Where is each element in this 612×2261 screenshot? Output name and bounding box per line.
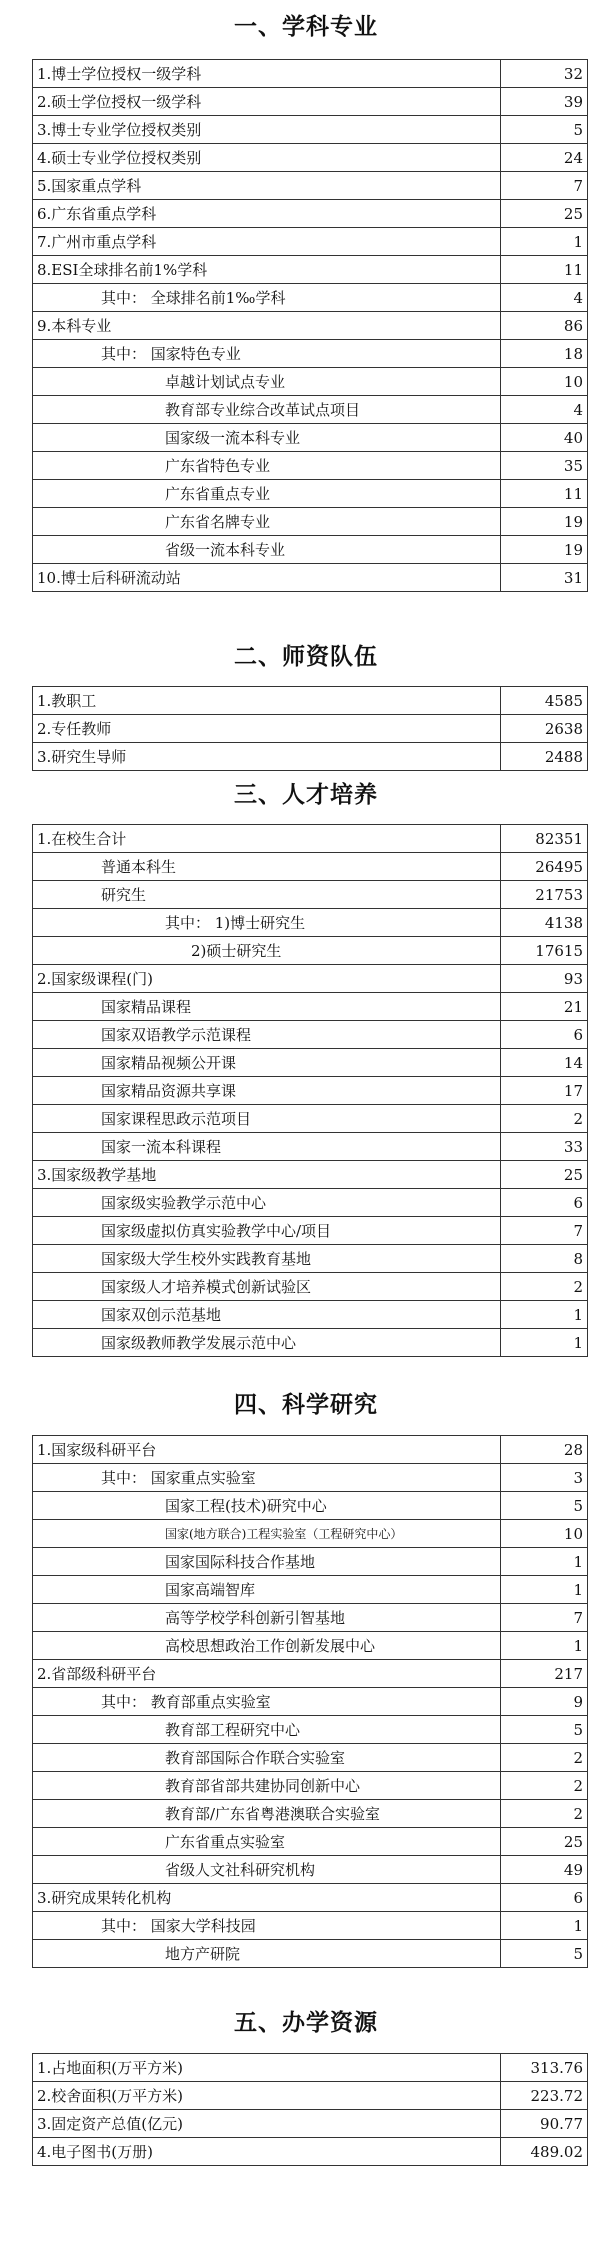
table-row bbox=[33, 368, 588, 396]
table-row bbox=[33, 60, 588, 88]
row-value: 39 bbox=[501, 88, 588, 116]
row-value: 4138 bbox=[501, 909, 588, 937]
table-row bbox=[33, 1800, 588, 1828]
row-value: 90.77 bbox=[501, 2110, 588, 2138]
row-value: 2 bbox=[501, 1105, 588, 1133]
table-row bbox=[33, 1772, 588, 1800]
row-label: 3.国家级教学基地 bbox=[33, 1161, 501, 1189]
row-label: 教育部/广东省粤港澳联合实验室 bbox=[33, 1800, 501, 1828]
row-value: 1 bbox=[501, 1912, 588, 1940]
row-value: 2 bbox=[501, 1772, 588, 1800]
row-value: 1 bbox=[501, 1329, 588, 1357]
row-label: 3.研究生导师 bbox=[33, 743, 501, 771]
row-label: 高等学校学科创新引智基地 bbox=[33, 1604, 501, 1632]
row-label: 4.硕士专业学位授权类别 bbox=[33, 144, 501, 172]
table-row bbox=[33, 825, 588, 853]
row-label: 其中： 国家大学科技园 bbox=[33, 1912, 501, 1940]
table-row bbox=[33, 424, 588, 452]
row-label: 国家精品课程 bbox=[33, 993, 501, 1021]
row-label: 国家级大学生校外实践教育基地 bbox=[33, 1245, 501, 1273]
table-row bbox=[33, 88, 588, 116]
row-label: 10.博士后科研流动站 bbox=[33, 564, 501, 592]
table-row bbox=[33, 312, 588, 340]
table-row bbox=[33, 284, 588, 312]
row-value: 1 bbox=[501, 1548, 588, 1576]
row-label: 国家双创示范基地 bbox=[33, 1301, 501, 1329]
row-label: 地方产研院 bbox=[33, 1940, 501, 1968]
table-row bbox=[33, 1436, 588, 1464]
row-value: 18 bbox=[501, 340, 588, 368]
row-value: 5 bbox=[501, 116, 588, 144]
row-value: 10 bbox=[501, 1520, 588, 1548]
stats-table-subjects bbox=[32, 59, 588, 592]
table-row bbox=[33, 1492, 588, 1520]
row-value: 35 bbox=[501, 452, 588, 480]
section-title-talent-training: 三、人才培养 bbox=[234, 782, 378, 808]
stats-table-talent-training bbox=[32, 824, 588, 1357]
table-row bbox=[33, 881, 588, 909]
row-value: 3 bbox=[501, 1464, 588, 1492]
row-label: 国家级虚拟仿真实验教学中心/项目 bbox=[33, 1217, 501, 1245]
table-row bbox=[33, 1077, 588, 1105]
row-value: 14 bbox=[501, 1049, 588, 1077]
row-value: 25 bbox=[501, 1828, 588, 1856]
row-value: 26495 bbox=[501, 853, 588, 881]
row-value: 1 bbox=[501, 228, 588, 256]
row-value: 49 bbox=[501, 1856, 588, 1884]
row-value: 7 bbox=[501, 1217, 588, 1245]
table-row bbox=[33, 965, 588, 993]
table-row bbox=[33, 1273, 588, 1301]
row-value: 489.02 bbox=[501, 2138, 588, 2166]
table-row bbox=[33, 1856, 588, 1884]
row-label: 其中： 国家重点实验室 bbox=[33, 1464, 501, 1492]
row-value: 82351 bbox=[501, 825, 588, 853]
table-row bbox=[33, 1884, 588, 1912]
table-row bbox=[33, 1049, 588, 1077]
row-value: 10 bbox=[501, 368, 588, 396]
row-value: 11 bbox=[501, 480, 588, 508]
row-value: 223.72 bbox=[501, 2082, 588, 2110]
row-label: 1.在校生合计 bbox=[33, 825, 501, 853]
table-row bbox=[33, 340, 588, 368]
row-value: 19 bbox=[501, 508, 588, 536]
row-value: 40 bbox=[501, 424, 588, 452]
row-value: 6 bbox=[501, 1021, 588, 1049]
table-row bbox=[33, 228, 588, 256]
row-value: 86 bbox=[501, 312, 588, 340]
table-row bbox=[33, 1161, 588, 1189]
table-row bbox=[33, 1660, 588, 1688]
row-value: 17 bbox=[501, 1077, 588, 1105]
table-row bbox=[33, 1189, 588, 1217]
row-label: 国家级实验教学示范中心 bbox=[33, 1189, 501, 1217]
row-value: 1 bbox=[501, 1576, 588, 1604]
row-value: 21753 bbox=[501, 881, 588, 909]
table-row bbox=[33, 1245, 588, 1273]
row-value: 8 bbox=[501, 1245, 588, 1273]
row-label: 国家精品视频公开课 bbox=[33, 1049, 501, 1077]
table-row bbox=[33, 256, 588, 284]
table-row bbox=[33, 116, 588, 144]
row-value: 1 bbox=[501, 1632, 588, 1660]
row-label: 广东省重点专业 bbox=[33, 480, 501, 508]
row-label: 高校思想政治工作创新发展中心 bbox=[33, 1632, 501, 1660]
row-value: 21 bbox=[501, 993, 588, 1021]
row-value: 2 bbox=[501, 1273, 588, 1301]
table-row bbox=[33, 1716, 588, 1744]
table-row bbox=[33, 1217, 588, 1245]
row-label: 教育部省部共建协同创新中心 bbox=[33, 1772, 501, 1800]
row-value: 7 bbox=[501, 172, 588, 200]
row-label: 广东省名牌专业 bbox=[33, 508, 501, 536]
table-row bbox=[33, 172, 588, 200]
row-value: 2638 bbox=[501, 715, 588, 743]
row-label: 其中： 全球排名前1‰学科 bbox=[33, 284, 501, 312]
row-label: 2.专任教师 bbox=[33, 715, 501, 743]
row-label: 2.硕士学位授权一级学科 bbox=[33, 88, 501, 116]
stats-table-resources bbox=[32, 2053, 588, 2166]
row-label: 其中： 教育部重点实验室 bbox=[33, 1688, 501, 1716]
table-row bbox=[33, 2138, 588, 2166]
row-label: 国家精品资源共享课 bbox=[33, 1077, 501, 1105]
row-value: 31 bbox=[501, 564, 588, 592]
row-value: 1 bbox=[501, 1301, 588, 1329]
row-value: 24 bbox=[501, 144, 588, 172]
row-value: 25 bbox=[501, 200, 588, 228]
table-row bbox=[33, 1464, 588, 1492]
row-label: 4.电子图书(万册) bbox=[33, 2138, 501, 2166]
table-row bbox=[33, 993, 588, 1021]
row-value: 4 bbox=[501, 396, 588, 424]
table-row bbox=[33, 200, 588, 228]
table-row bbox=[33, 715, 588, 743]
row-label: 国家课程思政示范项目 bbox=[33, 1105, 501, 1133]
row-label: 7.广州市重点学科 bbox=[33, 228, 501, 256]
row-label: 国家高端智库 bbox=[33, 1576, 501, 1604]
row-label: 3.博士专业学位授权类别 bbox=[33, 116, 501, 144]
row-value: 5 bbox=[501, 1492, 588, 1520]
row-label: 国家一流本科课程 bbox=[33, 1133, 501, 1161]
table-row bbox=[33, 452, 588, 480]
table-row bbox=[33, 1940, 588, 1968]
table-row bbox=[33, 2110, 588, 2138]
table-row bbox=[33, 1520, 588, 1548]
section-title-faculty: 二、师资队伍 bbox=[234, 644, 378, 670]
row-value: 25 bbox=[501, 1161, 588, 1189]
row-value: 28 bbox=[501, 1436, 588, 1464]
row-label: 普通本科生 bbox=[33, 853, 501, 881]
row-value: 4 bbox=[501, 284, 588, 312]
table-row bbox=[33, 1329, 588, 1357]
table-row bbox=[33, 687, 588, 715]
row-label: 3.固定资产总值(亿元) bbox=[33, 2110, 501, 2138]
table-row bbox=[33, 396, 588, 424]
row-label: 国家国际科技合作基地 bbox=[33, 1548, 501, 1576]
table-row bbox=[33, 508, 588, 536]
row-value: 19 bbox=[501, 536, 588, 564]
stats-table-faculty bbox=[32, 686, 588, 771]
row-value: 33 bbox=[501, 1133, 588, 1161]
table-row bbox=[33, 2082, 588, 2110]
table-row bbox=[33, 853, 588, 881]
row-value: 313.76 bbox=[501, 2054, 588, 2082]
row-value: 2 bbox=[501, 1800, 588, 1828]
section-title-subjects: 一、学科专业 bbox=[234, 14, 378, 40]
row-label: 2.校舍面积(万平方米) bbox=[33, 2082, 501, 2110]
row-label: 6.广东省重点学科 bbox=[33, 200, 501, 228]
table-row bbox=[33, 144, 588, 172]
row-value: 32 bbox=[501, 60, 588, 88]
row-label: 广东省特色专业 bbox=[33, 452, 501, 480]
row-label: 教育部专业综合改革试点项目 bbox=[33, 396, 501, 424]
row-value: 217 bbox=[501, 1660, 588, 1688]
row-value: 11 bbox=[501, 256, 588, 284]
row-label: 1.国家级科研平台 bbox=[33, 1436, 501, 1464]
table-row bbox=[33, 1688, 588, 1716]
row-value: 4585 bbox=[501, 687, 588, 715]
row-label: 3.研究成果转化机构 bbox=[33, 1884, 501, 1912]
row-value: 9 bbox=[501, 1688, 588, 1716]
row-label: 1.教职工 bbox=[33, 687, 501, 715]
row-value: 5 bbox=[501, 1716, 588, 1744]
row-label: 2.省部级科研平台 bbox=[33, 1660, 501, 1688]
table-row bbox=[33, 1105, 588, 1133]
table-row bbox=[33, 564, 588, 592]
row-value: 2488 bbox=[501, 743, 588, 771]
section-title-research: 四、科学研究 bbox=[234, 1392, 378, 1418]
table-row bbox=[33, 937, 588, 965]
row-label: 教育部工程研究中心 bbox=[33, 1716, 501, 1744]
row-label: 2.国家级课程(门) bbox=[33, 965, 501, 993]
table-row bbox=[33, 1133, 588, 1161]
table-row bbox=[33, 536, 588, 564]
table-row bbox=[33, 1021, 588, 1049]
row-label: 其中： 国家特色专业 bbox=[33, 340, 501, 368]
row-label: 省级人文社科研究机构 bbox=[33, 1856, 501, 1884]
row-label: 卓越计划试点专业 bbox=[33, 368, 501, 396]
table-row bbox=[33, 1301, 588, 1329]
row-label: 其中： 1)博士研究生 bbox=[33, 909, 501, 937]
row-label: 国家(地方联合)工程实验室（工程研究中心） bbox=[33, 1520, 501, 1548]
row-value: 7 bbox=[501, 1604, 588, 1632]
row-label: 5.国家重点学科 bbox=[33, 172, 501, 200]
table-row bbox=[33, 909, 588, 937]
table-row bbox=[33, 1548, 588, 1576]
row-label: 8.ESI全球排名前1%学科 bbox=[33, 256, 501, 284]
table-row bbox=[33, 1744, 588, 1772]
stats-table-research bbox=[32, 1435, 588, 1968]
row-value: 5 bbox=[501, 1940, 588, 1968]
table-row bbox=[33, 1828, 588, 1856]
section-title-resources: 五、办学资源 bbox=[234, 2010, 378, 2036]
row-label: 1.博士学位授权一级学科 bbox=[33, 60, 501, 88]
row-value: 17615 bbox=[501, 937, 588, 965]
table-row bbox=[33, 1632, 588, 1660]
row-label: 广东省重点实验室 bbox=[33, 1828, 501, 1856]
row-label: 2)硕士研究生 bbox=[33, 937, 501, 965]
table-row bbox=[33, 743, 588, 771]
row-value: 93 bbox=[501, 965, 588, 993]
table-row bbox=[33, 2054, 588, 2082]
row-label: 教育部国际合作联合实验室 bbox=[33, 1744, 501, 1772]
row-label: 国家级人才培养模式创新试验区 bbox=[33, 1273, 501, 1301]
row-label: 研究生 bbox=[33, 881, 501, 909]
table-row bbox=[33, 1912, 588, 1940]
row-label: 省级一流本科专业 bbox=[33, 536, 501, 564]
table-row bbox=[33, 480, 588, 508]
row-label: 国家工程(技术)研究中心 bbox=[33, 1492, 501, 1520]
row-label: 国家级教师教学发展示范中心 bbox=[33, 1329, 501, 1357]
table-row bbox=[33, 1576, 588, 1604]
row-label: 9.本科专业 bbox=[33, 312, 501, 340]
row-value: 2 bbox=[501, 1744, 588, 1772]
row-label: 国家双语教学示范课程 bbox=[33, 1021, 501, 1049]
row-label: 国家级一流本科专业 bbox=[33, 424, 501, 452]
table-row bbox=[33, 1604, 588, 1632]
row-value: 6 bbox=[501, 1189, 588, 1217]
row-label: 1.占地面积(万平方米) bbox=[33, 2054, 501, 2082]
row-value: 6 bbox=[501, 1884, 588, 1912]
